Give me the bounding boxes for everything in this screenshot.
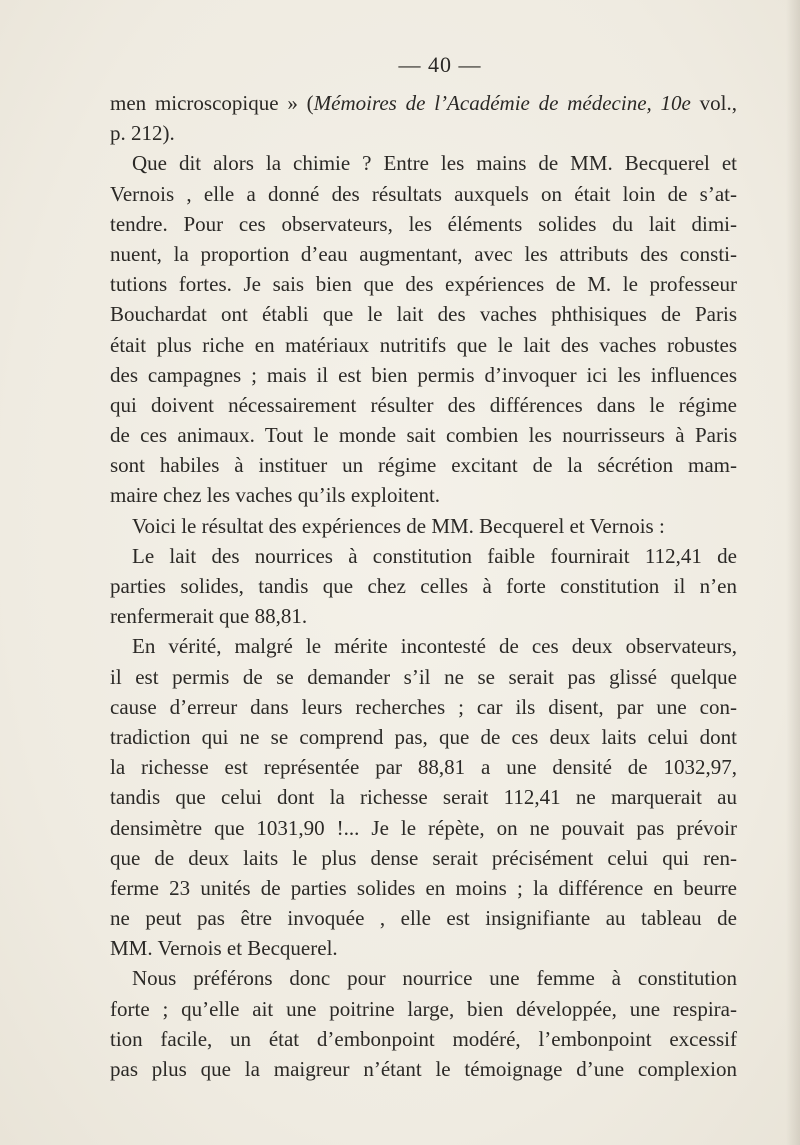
text-line-10: des campagnes ; mais il est bien permis d’invoquer ici les influences xyxy=(110,362,737,387)
text-line-1-end: vol., xyxy=(690,91,737,115)
text-line-21: cause d’erreur dans leurs recherches ; car ils disent, par une con- xyxy=(110,694,737,719)
text-line-16: Le lait des nourrices à constitution faible fournirait 112,41 de xyxy=(132,543,737,568)
text-line-2: p. 212). xyxy=(110,121,175,146)
text-line-13: sont habiles à instituer un régime excitant de la sécrétion mam- xyxy=(110,453,737,478)
text-line-15: Voici le résultat des expériences de MM. Becquerel et Vernois : xyxy=(132,513,665,538)
body-text xyxy=(110,88,737,1084)
citation-title: Mémoires de l’Académie de médecine, 10e xyxy=(313,91,691,115)
text-line-9: était plus riche en matériaux nutritifs que le lait des vaches robustes xyxy=(110,332,737,357)
text-line-24: tandis que celui dont la richesse serait 112,41 ne marquerait au xyxy=(110,785,737,810)
text-line-26: que de deux laits le plus dense serait précisément celui qui ren- xyxy=(110,845,737,870)
text-line-27: ferme 23 unités de parties solides en moins ; la différence en beurre xyxy=(110,875,737,900)
text-line-4: Vernois , elle a donné des résultats auxquels on était loin de s’at- xyxy=(110,181,737,206)
text-line-31: forte ; qu’elle ait une poitrine large, bien développée, une respira- xyxy=(110,996,737,1021)
text-line-5: tendre. Pour ces observateurs, les éléments solides du lait dimi- xyxy=(110,211,737,236)
text-line-11: qui doivent nécessairement résulter des différences dans le régime xyxy=(110,392,737,417)
text-line-1 xyxy=(110,88,737,118)
text-line-8: Bouchardat ont établi que le lait des vaches phthisiques de Paris xyxy=(110,302,737,327)
text-line-12: de ces animaux. Tout le monde sait combien les nourrisseurs à Paris xyxy=(110,423,737,448)
text-line-29: MM. Vernois et Becquerel. xyxy=(110,936,338,961)
text-line-33: pas plus que la maigreur n’étant le témoignage d’une complexion xyxy=(110,1057,737,1081)
text-line-30: Nous préférons donc pour nourrice une femme à constitution xyxy=(132,966,737,991)
text-line-18: renfermerait que 88,81. xyxy=(110,604,308,629)
text-line-14: maire chez les vaches qu’ils exploitent. xyxy=(110,483,441,508)
page-number: — 40 — xyxy=(398,52,482,77)
text-line-25: densimètre que 1031,90 !... Je le répète, on ne pouvait pas prévoir xyxy=(110,815,737,840)
page-edge-shadow xyxy=(786,0,800,1145)
text-line-1-start: men microscopique » ( xyxy=(110,91,314,115)
text-line-17: parties solides, tandis que chez celles à forte constitution il n’en xyxy=(110,574,737,598)
text-line-23: la richesse est représentée par 88,81 a une densité de 1032,97, xyxy=(110,755,737,780)
text-line-6: nuent, la proportion d’eau augmentant, avec les attributs des consti- xyxy=(110,241,737,266)
text-line-19: En vérité, malgré le mérite incontesté de ces deux observateurs, xyxy=(132,634,737,659)
text-line-22: tradiction qui ne se comprend pas, que de ces deux laits celui dont xyxy=(110,724,737,749)
text-line-28: ne peut pas être invoquée , elle est insignifiante au tableau de xyxy=(110,906,737,931)
text-line-7: tutions fortes. Je sais bien que des expériences de M. le professeur xyxy=(110,272,737,297)
text-line-20: il est permis de se demander s’il ne se serait pas glissé quelque xyxy=(110,664,737,689)
text-line-3: Que dit alors la chimie ? Entre les mains de MM. Becquerel et xyxy=(132,151,737,176)
text-line-32: tion facile, un état d’embonpoint modéré, l’embonpoint excessif xyxy=(110,1026,737,1051)
